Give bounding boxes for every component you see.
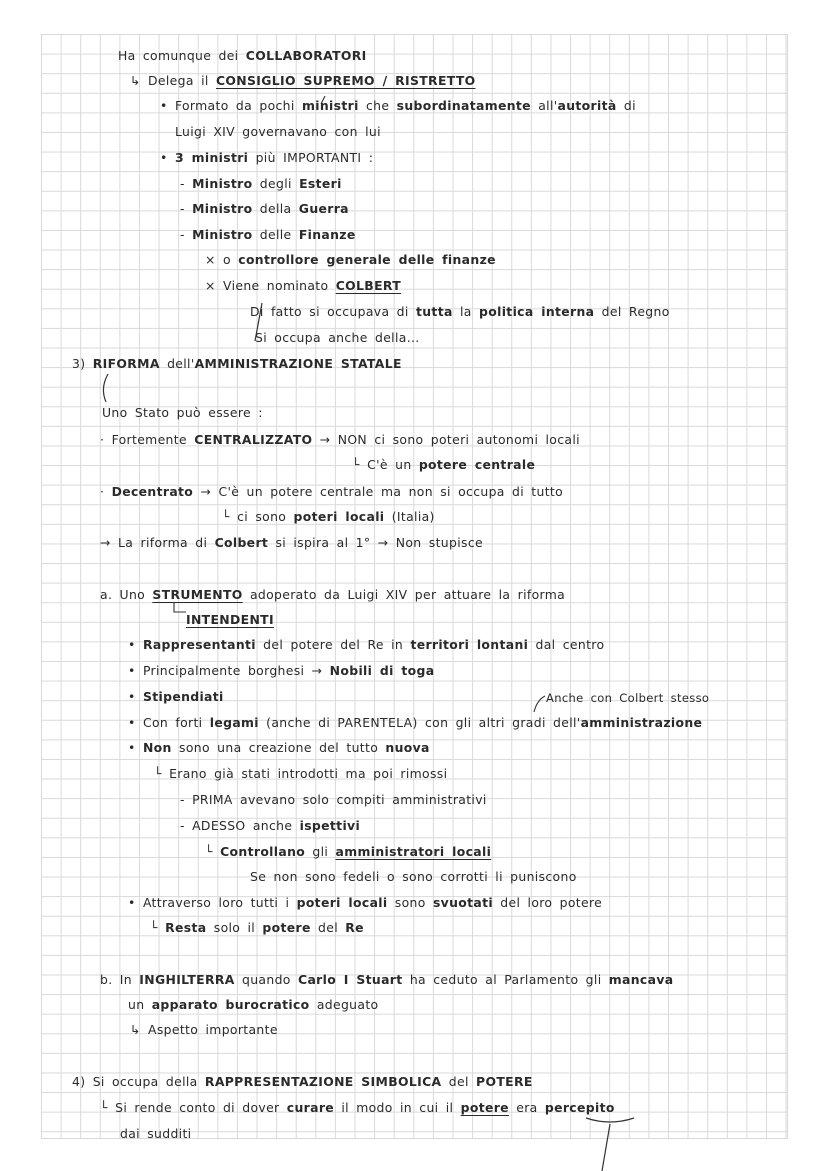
note-text: dai sudditi <box>120 1126 192 1141</box>
note-text: AMMINISTRAZIONE STATALE <box>194 356 402 371</box>
note-text: del loro potere <box>492 895 603 910</box>
note-text: STRUMENTO <box>152 587 243 602</box>
note-text: CENTRALIZZATO <box>194 432 313 447</box>
note-text: del potere del Re in <box>255 637 411 652</box>
note-text: Re <box>345 920 364 935</box>
note-text: Se non sono fedeli o sono corrotti li puniscono <box>250 869 577 884</box>
note-text: Di fatto si occupava di <box>250 304 416 319</box>
note-text: └ Si rende conto di dover <box>100 1100 287 1115</box>
note-text: tutta <box>415 304 453 319</box>
note-text: un <box>128 997 152 1012</box>
note-text: che <box>358 98 397 113</box>
divider-colbert-line <box>255 303 262 341</box>
note-text: Esteri <box>299 176 342 191</box>
note-text: potere <box>262 920 311 935</box>
note-text: × Viene nominato <box>205 278 336 293</box>
arrow-curve-under-riforma <box>103 374 108 402</box>
note-text: amministrazione <box>580 715 703 730</box>
intendenti-hook <box>174 602 186 612</box>
note-text: - PRIMA avevano solo compiti amministrativi <box>180 792 487 807</box>
note-text: poteri locali <box>293 509 385 524</box>
note-text: era <box>508 1100 545 1115</box>
note-text: 3 ministri <box>174 150 249 165</box>
note-text: mancava <box>608 972 674 987</box>
note-text: b. In <box>100 972 140 987</box>
note-text: (Italia) <box>384 509 435 524</box>
note-text: Rappresentanti <box>142 637 256 652</box>
note-text: del <box>310 920 346 935</box>
note-text: ↳ Delega il <box>130 73 216 88</box>
note-text: · Fortemente <box>100 432 195 447</box>
note-text: ispettivi <box>299 818 361 833</box>
note-text: legami <box>209 715 259 730</box>
note-text: potere centrale <box>418 457 536 472</box>
note-text: Non <box>142 740 172 755</box>
note-text: del <box>441 1074 477 1089</box>
note-text: Carlo I Stuart <box>298 972 403 987</box>
note-text: × o <box>205 252 239 267</box>
note-text: • <box>128 740 143 755</box>
note-text: └ C'è un <box>352 457 419 472</box>
note-text: sono una creazione del tutto <box>171 740 386 755</box>
note-text: adeguato <box>309 997 379 1012</box>
note-text: Nobili di toga <box>329 663 435 678</box>
note-text: gli <box>305 844 336 859</box>
note-text: di <box>616 98 636 113</box>
note-text: - <box>180 227 193 242</box>
potere-brace <box>586 1118 634 1171</box>
note-text: • Attraverso loro tutti i <box>128 895 297 910</box>
note-text: Anche con Colbert stesso <box>546 691 710 705</box>
note-text: subordinatamente <box>396 98 531 113</box>
note-text: RAPPRESENTAZIONE SIMBOLICA <box>204 1074 442 1089</box>
consiglio-tick <box>321 96 325 104</box>
anche-con-colbert-hook <box>534 696 545 712</box>
note-text: controllore generale delle finanze <box>238 252 496 267</box>
note-text: ministri <box>301 98 359 113</box>
note-text: all' <box>530 98 558 113</box>
note-text: POTERE <box>476 1074 533 1089</box>
note-text: Colbert <box>214 535 269 550</box>
note-text: • <box>128 689 143 704</box>
note-text: 3) <box>72 356 93 371</box>
note-text: └ ci sono <box>222 509 294 524</box>
note-text: COLBERT <box>335 278 402 293</box>
note-text: - <box>180 176 193 191</box>
note-text: └ <box>205 844 221 859</box>
note-text: RIFORMA <box>92 356 160 371</box>
note-text: potere <box>460 1100 509 1115</box>
note-text: svuotati <box>432 895 493 910</box>
note-text: politica interna <box>479 304 595 319</box>
note-text: Si occupa anche della... <box>255 330 420 345</box>
note-text: Stipendiati <box>142 689 224 704</box>
note-text: Controllano <box>220 844 306 859</box>
note-text: Finanze <box>298 227 356 242</box>
note-text: Guerra <box>298 201 349 216</box>
note-text: Ha comunque dei <box>118 48 246 63</box>
note-text: poteri locali <box>296 895 388 910</box>
note-text: Resta <box>165 920 207 935</box>
note-text: a. Uno <box>100 587 153 602</box>
note-text: quando <box>234 972 299 987</box>
note-text: della <box>252 201 299 216</box>
note-text: INTENDENTI <box>186 612 274 627</box>
note-text: └ <box>150 920 166 935</box>
note-text: territori lontani <box>410 637 529 652</box>
note-text: → La riforma di <box>100 535 215 550</box>
note-text: - ADESSO anche <box>180 818 300 833</box>
note-text: Decentrato <box>111 484 194 499</box>
note-text: COLLABORATORI <box>245 48 367 63</box>
note-text: Uno Stato può essere : <box>102 405 263 420</box>
note-text: Ministro <box>192 227 253 242</box>
note-text: Ministro <box>192 201 253 216</box>
note-text: → C'è un potere centrale ma non si occupa di tutto <box>193 484 564 499</box>
note-text: → NON ci sono poteri autonomi locali <box>312 432 580 447</box>
note-text: sono <box>387 895 433 910</box>
note-text: dal centro <box>528 637 605 652</box>
note-text: si ispira al 1° → Non stupisce <box>268 535 483 550</box>
note-text: - <box>180 201 193 216</box>
note-text: • <box>128 637 143 652</box>
note-text: 4) Si occupa della <box>72 1074 205 1089</box>
note-text: autorità <box>557 98 617 113</box>
note-text: adoperato da Luigi XIV per attuare la riforma <box>242 587 566 602</box>
note-text: · <box>100 484 112 499</box>
note-text: nuova <box>385 740 430 755</box>
note-text: amministratori locali <box>335 844 492 859</box>
note-text: CONSIGLIO SUPREMO / RISTRETTO <box>215 73 476 88</box>
note-text: ↳ Aspetto importante <box>130 1022 278 1037</box>
note-text: la <box>452 304 480 319</box>
note-text: • Formato da pochi <box>160 98 302 113</box>
note-text: Luigi XIV governavano con lui <box>175 124 381 139</box>
note-text: curare <box>286 1100 335 1115</box>
note-text: degli <box>252 176 300 191</box>
note-text: ha ceduto al Parlamento gli <box>402 972 609 987</box>
note-text: • Con forti <box>128 715 210 730</box>
note-text: più IMPORTANTI : <box>248 150 374 165</box>
note-text: • Principalmente borghesi → <box>128 663 330 678</box>
note-text: percepito <box>544 1100 615 1115</box>
note-text: (anche di PARENTELA) con gli altri gradi dell' <box>258 715 581 730</box>
note-text: INGHILTERRA <box>139 972 235 987</box>
note-text: • <box>160 150 175 165</box>
note-text: └ Erano già stati introdotti ma poi rimossi <box>154 766 448 781</box>
note-text: delle <box>252 227 299 242</box>
note-text: dell' <box>159 356 195 371</box>
note-text: Ministro <box>192 176 253 191</box>
note-text: del Regno <box>594 304 670 319</box>
note-text: il modo in cui il <box>334 1100 461 1115</box>
note-text: apparato burocratico <box>151 997 310 1012</box>
note-text: solo il <box>206 920 263 935</box>
